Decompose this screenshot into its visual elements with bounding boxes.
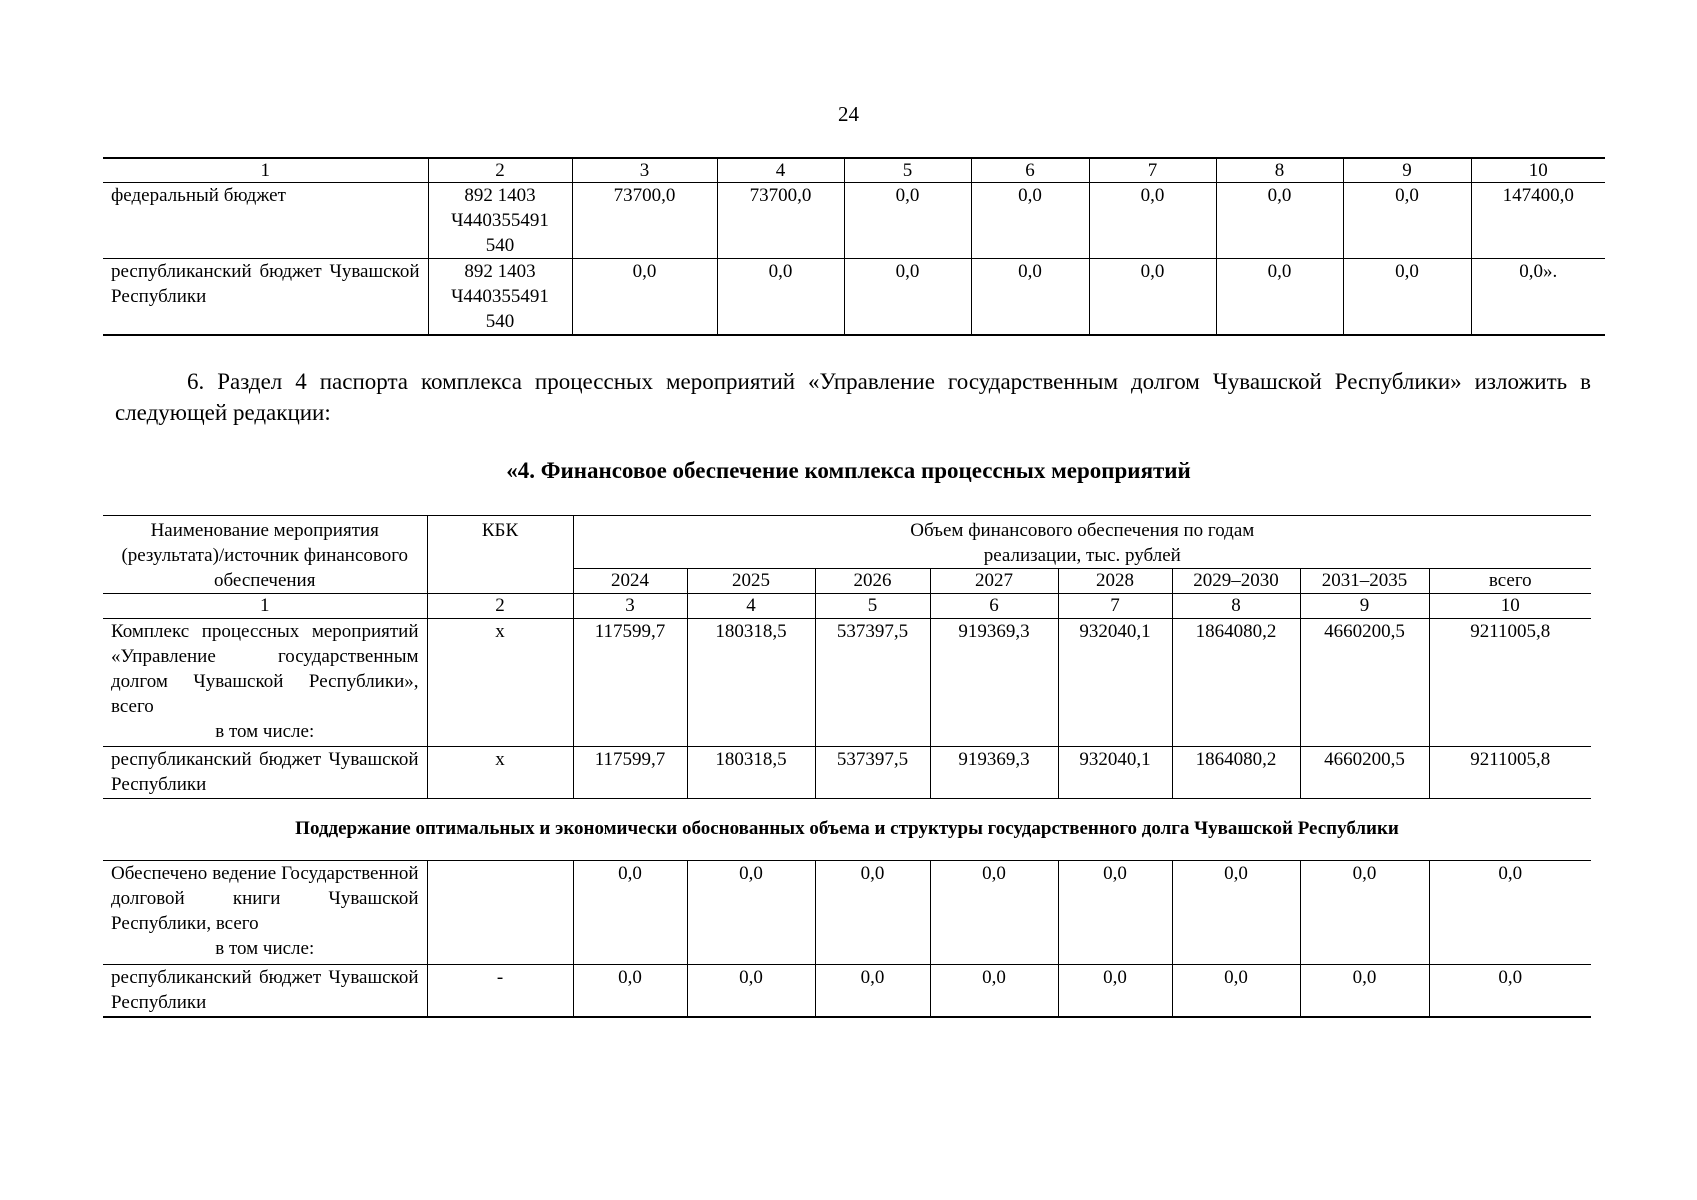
year-header-cell: 2024: [573, 569, 687, 594]
column-number-cell: 10: [1429, 594, 1591, 619]
value-cell: 0,0: [1216, 183, 1343, 259]
table-header-cell: 9: [1343, 158, 1471, 183]
table-continuation: [103, 157, 1605, 336]
table-row: [103, 183, 1605, 259]
value-cell: 0,0: [1089, 259, 1216, 336]
year-header-cell: 2026: [815, 569, 930, 594]
value-cell: 73700,0: [717, 183, 844, 259]
table-header-cell: 6: [971, 158, 1089, 183]
page-number: 24: [838, 102, 859, 126]
value-cell: 0,0: [1216, 259, 1343, 336]
value-cell: 0,0: [573, 861, 687, 965]
value-cell: 0,0: [1172, 861, 1300, 965]
kbk-cell: х: [427, 747, 573, 799]
column-number-cell: 5: [815, 594, 930, 619]
value-cell: 932040,1: [1058, 619, 1172, 747]
value-cell: 147400,0: [1471, 183, 1605, 259]
value-cell: 0,0: [930, 965, 1058, 1017]
kbk-column-header: КБК: [427, 516, 573, 594]
kbk-cell: 892 1403 Ч440355491 540: [428, 183, 572, 259]
row-name: республиканский бюджет Чувашской Республики: [103, 747, 427, 799]
kbk-cell: -: [427, 965, 573, 1017]
table-row: [103, 747, 1591, 799]
subheading-row: [103, 799, 1591, 861]
column-number-cell: 3: [573, 594, 687, 619]
value-cell: 537397,5: [815, 747, 930, 799]
value-cell: 0,0: [815, 861, 930, 965]
column-number-cell: 1: [103, 594, 427, 619]
value-cell: 919369,3: [930, 747, 1058, 799]
table-header-cell: 8: [1216, 158, 1343, 183]
table-header-cell: 4: [717, 158, 844, 183]
table-header-row: [103, 158, 1605, 183]
table-header-cell: 7: [1089, 158, 1216, 183]
value-cell: 0,0: [1300, 965, 1429, 1017]
value-cell: 919369,3: [930, 619, 1058, 747]
section-title: «4. Финансовое обеспечение комплекса процессных мероприятий: [506, 458, 1191, 483]
value-cell: 9211005,8: [1429, 747, 1591, 799]
row-name: Комплекс процессных мероприятий «Управление государственным долгом Чувашской Республики», всего в том числе:: [103, 619, 427, 747]
value-cell: 0,0: [687, 861, 815, 965]
value-cell: 0,0: [573, 965, 687, 1017]
table-header-cell: 2: [428, 158, 572, 183]
value-cell: 0,0: [1058, 861, 1172, 965]
value-cell: 0,0».: [1471, 259, 1605, 336]
value-cell: 0,0: [1172, 965, 1300, 1017]
table-header-cell: 3: [572, 158, 717, 183]
year-header-cell: 2028: [1058, 569, 1172, 594]
body-paragraph: 6. Раздел 4 паспорта комплекса процессных мероприятий «Управление государственным долгом Чувашской Республики» изложить в следующей редакции:: [115, 369, 1591, 425]
value-cell: 0,0: [1429, 965, 1591, 1017]
value-cell: 117599,7: [573, 619, 687, 747]
value-cell: 1864080,2: [1172, 747, 1300, 799]
column-number-cell: 6: [930, 594, 1058, 619]
value-cell: 537397,5: [815, 619, 930, 747]
value-cell: 0,0: [1300, 861, 1429, 965]
column-number-cell: 2: [427, 594, 573, 619]
value-cell: 0,0: [1429, 861, 1591, 965]
table-row: [103, 861, 1591, 965]
value-cell: 0,0: [1343, 183, 1471, 259]
value-cell: 0,0: [971, 259, 1089, 336]
value-cell: 1864080,2: [1172, 619, 1300, 747]
column-number-cell: 7: [1058, 594, 1172, 619]
column-number-cell: 9: [1300, 594, 1429, 619]
year-header-cell: 2029–2030: [1172, 569, 1300, 594]
table-header-cell: 10: [1471, 158, 1605, 183]
column-number-cell: 8: [1172, 594, 1300, 619]
value-cell: 0,0: [844, 183, 971, 259]
value-cell: 0,0: [971, 183, 1089, 259]
value-cell: 0,0: [687, 965, 815, 1017]
value-cell: 0,0: [717, 259, 844, 336]
value-cell: 0,0: [930, 861, 1058, 965]
year-header-cell: 2027: [930, 569, 1058, 594]
value-cell: 73700,0: [572, 183, 717, 259]
row-name: Обеспечено ведение Государственной долговой книги Чувашской Республики, всего в том числе:: [103, 861, 427, 965]
value-cell: 0,0: [1089, 183, 1216, 259]
column-number-row: [103, 594, 1591, 619]
kbk-cell: 892 1403 Ч440355491 540: [428, 259, 572, 336]
row-name: федеральный бюджет: [103, 183, 428, 259]
value-cell: 932040,1: [1058, 747, 1172, 799]
value-cell: 117599,7: [573, 747, 687, 799]
table-row: [103, 619, 1591, 747]
row-name: республиканский бюджет Чувашской Республики: [103, 259, 428, 336]
value-cell: 0,0: [1058, 965, 1172, 1017]
year-header-cell: 2025: [687, 569, 815, 594]
value-cell: 9211005,8: [1429, 619, 1591, 747]
value-cell: 180318,5: [687, 619, 815, 747]
year-header-cell: 2031–2035: [1300, 569, 1429, 594]
value-cell: 0,0: [815, 965, 930, 1017]
name-column-header: Наименование мероприятия (результата)/источник финансового обеспечения: [103, 516, 427, 594]
value-cell: 4660200,5: [1300, 747, 1429, 799]
value-cell: 0,0: [1343, 259, 1471, 336]
value-cell: 180318,5: [687, 747, 815, 799]
value-cell: 0,0: [572, 259, 717, 336]
table-header-row: [103, 516, 1591, 569]
table-header-cell: 5: [844, 158, 971, 183]
volume-column-header: Объем финансового обеспечения по годам реализации, тыс. рублей: [573, 516, 1591, 569]
kbk-cell: х: [427, 619, 573, 747]
financing-table: [103, 515, 1591, 1018]
year-header-cell: всего: [1429, 569, 1591, 594]
row-name: республиканский бюджет Чувашской Республики: [103, 965, 427, 1017]
column-number-cell: 4: [687, 594, 815, 619]
kbk-cell: [427, 861, 573, 965]
table-row: [103, 965, 1591, 1017]
table-row: [103, 259, 1605, 336]
value-cell: 4660200,5: [1300, 619, 1429, 747]
value-cell: 0,0: [844, 259, 971, 336]
table-header-cell: 1: [103, 158, 428, 183]
subheading: Поддержание оптимальных и экономически обоснованных объема и структуры государственного долга Чувашской Республики: [103, 799, 1591, 861]
